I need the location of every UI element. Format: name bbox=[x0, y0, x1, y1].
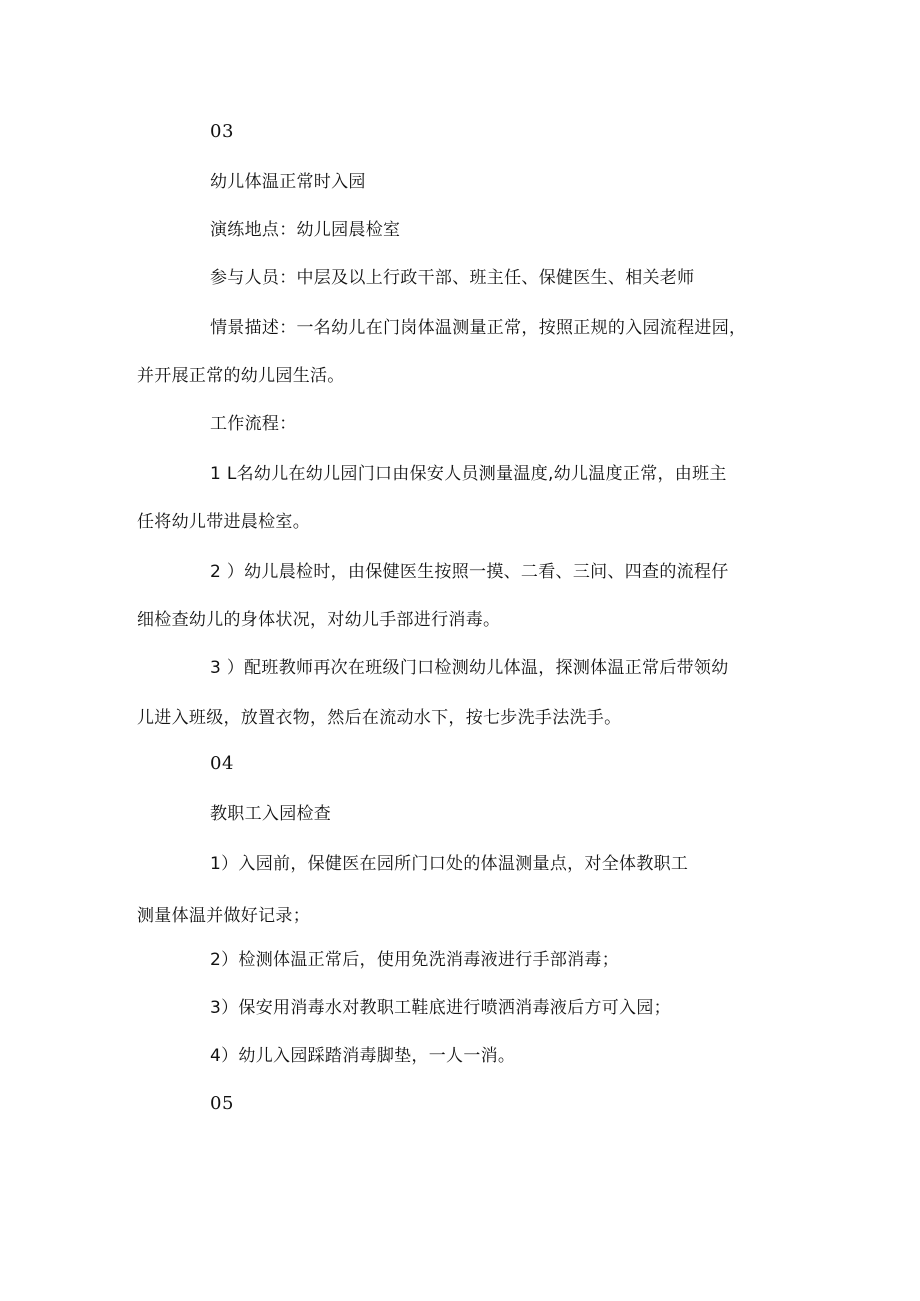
section-title-03: 幼儿体温正常时入园 bbox=[210, 172, 366, 192]
step-2-line-2: 细检查幼儿的身体状况，对幼儿手部进行消毒。 bbox=[137, 610, 501, 630]
item-1-line-2: 测量体温并做好记录； bbox=[137, 906, 310, 926]
scenario-line-1: 情景描述：一名幼儿在门岗体温测量正常，按照正规的入园流程进园， bbox=[210, 318, 747, 338]
item-4: 4）幼儿入园踩踏消毒脚垫，一人一消。 bbox=[210, 1046, 516, 1066]
step-3-line-1: 3 ）配班教师再次在班级门口检测幼儿体温，探测体温正常后带领幼 bbox=[210, 658, 729, 678]
workflow-label: 工作流程： bbox=[210, 414, 297, 434]
participants: 参与人员：中层及以上行政干部、班主任、保健医生、相关老师 bbox=[210, 268, 695, 288]
section-number-05: 05 bbox=[210, 1093, 234, 1114]
drill-location: 演练地点：幼儿园晨检室 bbox=[210, 220, 401, 240]
item-2: 2）检测体温正常后，使用免洗消毒液进行手部消毒； bbox=[210, 950, 620, 970]
step-1-line-2: 任将幼儿带进晨检室。 bbox=[137, 512, 310, 532]
item-1-line-1: 1）入园前，保健医在园所门口处的体温测量点，对全体教职工 bbox=[210, 854, 689, 874]
step-3-line-2: 儿进入班级，放置衣物，然后在流动水下，按七步洗手法洗手。 bbox=[137, 708, 622, 728]
item-3: 3）保安用消毒水对教职工鞋底进行喷洒消毒液后方可入园； bbox=[210, 998, 671, 1018]
step-1-line-1: 1 L名幼儿在幼儿园门口由保安人员测量温度,幼儿温度正常，由班主 bbox=[210, 464, 727, 484]
section-number-03: 03 bbox=[210, 121, 234, 142]
scenario-line-2: 并开展正常的幼儿园生活。 bbox=[137, 366, 345, 386]
section-title-04: 教职工入园检查 bbox=[210, 804, 332, 824]
step-2-line-1: 2 ）幼儿晨检时，由保健医生按照一摸、二看、三问、四查的流程仔 bbox=[210, 562, 729, 582]
section-number-04: 04 bbox=[210, 753, 234, 774]
